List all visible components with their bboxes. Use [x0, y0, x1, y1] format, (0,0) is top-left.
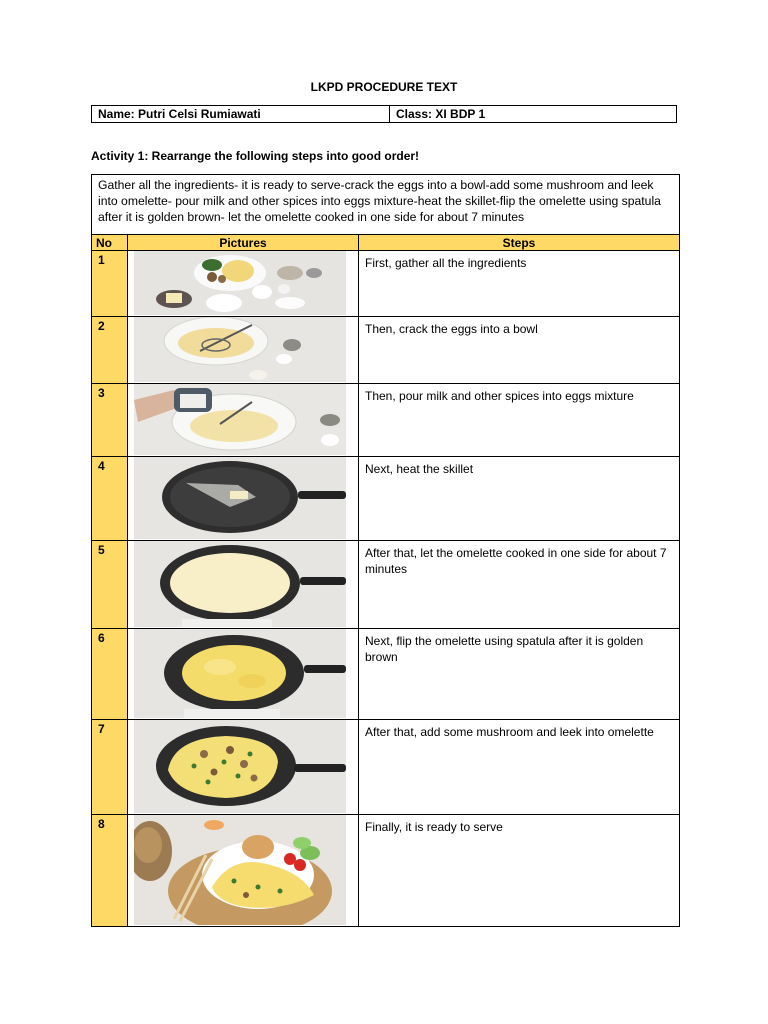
student-info-table: [91, 105, 677, 123]
step-text: After that, let the omelette cooked in one side for about 7 minutes: [359, 541, 680, 629]
table-row: [92, 317, 680, 384]
student-name: Name: Putri Celsi Rumiawati: [92, 106, 390, 123]
row-number: 7: [92, 720, 128, 815]
table-row: [92, 384, 680, 457]
table-row: [92, 541, 680, 629]
omelette-cooking-photo: [128, 541, 359, 629]
row-number: 6: [92, 629, 128, 720]
step-text: Next, flip the omelette using spatula after it is golden brown: [359, 629, 680, 720]
step-text: Finally, it is ready to serve: [359, 815, 680, 927]
step-text: Then, crack the eggs into a bowl: [359, 317, 680, 384]
table-row: [92, 815, 680, 927]
student-class: Class: XI BDP 1: [390, 106, 677, 123]
omelette-flipped-photo: [128, 629, 359, 720]
row-number: 3: [92, 384, 128, 457]
row-number: 8: [92, 815, 128, 927]
header-pictures: Pictures: [128, 235, 359, 251]
step-text: First, gather all the ingredients: [359, 251, 680, 317]
table-row: [92, 720, 680, 815]
document-title: LKPD PROCEDURE TEXT: [310, 80, 458, 94]
row-number: 4: [92, 457, 128, 541]
served-omelette-photo: [128, 815, 359, 927]
step-text: After that, add some mushroom and leek into omelette: [359, 720, 680, 815]
header-steps: Steps: [359, 235, 680, 251]
step-text: Then, pour milk and other spices into eggs mixture: [359, 384, 680, 457]
table-row: [92, 629, 680, 720]
row-number: 5: [92, 541, 128, 629]
table-row: [92, 457, 680, 541]
procedure-table: [91, 174, 680, 927]
eggs-in-bowl-photo: [128, 317, 359, 384]
ingredients-photo: [128, 251, 359, 317]
row-number: 2: [92, 317, 128, 384]
step-text: Next, heat the skillet: [359, 457, 680, 541]
row-number: 1: [92, 251, 128, 317]
table-header-row: [92, 235, 680, 251]
activity-instruction: Activity 1: Rearrange the following steps into good order!: [91, 149, 420, 163]
heat-skillet-photo: [128, 457, 359, 541]
table-row: [92, 251, 680, 317]
jumbled-steps-cell: [92, 175, 680, 235]
jumbled-steps-text: Gather all the ingredients- it is ready to serve-crack the eggs into a bowl-add some mushroom and leek into omelette- pour milk and other spices into eggs mixture-heat the skillet-flip the omelette using spatula after it is golden brown- let the omelette cooked in one side for about 7 minutes: [98, 178, 661, 224]
pour-milk-photo: [128, 384, 359, 457]
omelette-toppings-photo: [128, 720, 359, 815]
header-no: No: [92, 235, 128, 251]
